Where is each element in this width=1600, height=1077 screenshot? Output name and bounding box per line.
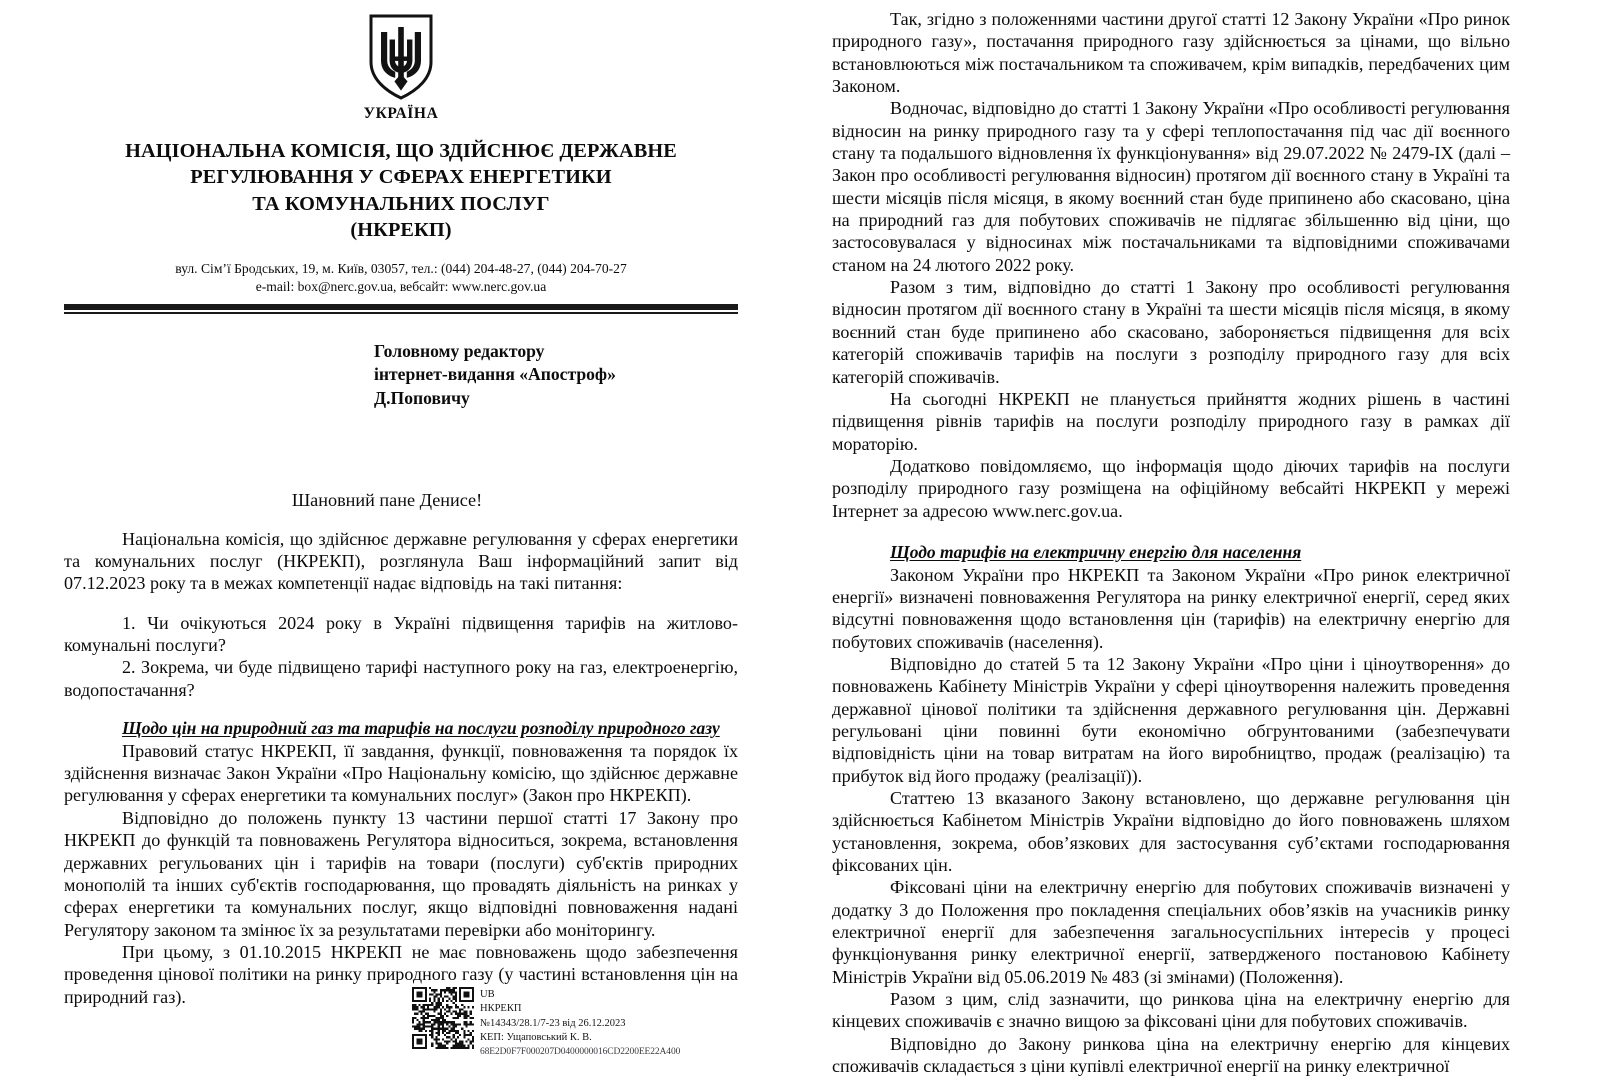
- stamp-line-4: КЕП: Ущаповський К. В.: [480, 1032, 592, 1044]
- addressee-line-2: інтернет-видання «Апостроф»: [374, 364, 616, 385]
- paragraph-electricity-2: Відповідно до статей 5 та 12 Закону України «Про ціни і ціноутворення» до повноважень Кабінету Міністрів України у сфері ціноутворення належить проведення державної цінової політики та здійснення державного регулювання цін. Державні регульовані ціни повинні бути економічно обгрунтованими (забезпечувати відповідність ціни на товар витратам на його виробництво, продаж (реалізацію) та прибуток від його продажу (реалізації)).: [832, 653, 1510, 786]
- paragraph-electricity-5: Разом з цим, слід зазначити, що ринкова ціна на електричну енергію для кінцевих споживачів є значно вищою за фіксовані ціни для побутових споживачів.: [832, 989, 1510, 1032]
- question-item-2: 2. Зокрема, чи буде підвищено тарифі наступного року на газ, електроенергію, водопостачання?: [64, 657, 738, 700]
- digital-signature-stamp: [412, 987, 680, 1059]
- addressee-block: [64, 340, 738, 410]
- contact-block: [64, 260, 738, 296]
- paragraph-gas-4: Так, згідно з положеннями частини другої статті 12 Закону України «Про ринок природного газу», постачання природного газу здійснюється за цінами, що вільно встановлюються між постачальником та споживачем, крім випадків, передбачених цим Законом.: [832, 9, 1510, 97]
- org-title-line-2: РЕГУЛЮВАННЯ У СФЕРАХ ЕНЕРГЕТИКИ: [190, 166, 612, 189]
- paragraph-gas-2: Відповідно до положень пункту 13 частини першої статті 17 Закону про НКРЕКП до функцій та повноважень Регулятора відноситься, зокрема, встановлення державних регульованих цін і тарифів на товари (послуги) суб'єктів природних монополій та інших суб'єктів господарювання, що провадять діяльність на ринках у сферах енергетики та комунальних послуг, якщо відповідні повноваження надані Регулятору законом та змінює їх за результатами перевірки або моніторингу.: [64, 807, 738, 940]
- letterhead-divider-thin: [64, 312, 738, 314]
- emblem-caption: УКРАЇНА: [363, 105, 439, 122]
- question-item-1: 1. Чи очікуються 2024 року в Україні підвищення тарифів на житлово-комунальні послуги?: [64, 612, 738, 656]
- paragraph-gas-6: Разом з тим, відповідно до статті 1 Закону про особливості регулювання відносин протягом дії воєнного стану в Україні та шести місяців після місяця, в якому воєнний стан буде припинено або скасовано, забороняється підвищення для всіх категорій споживачів тарифів на послуги з розподілу природного газу для всіх категорій споживачів.: [832, 277, 1510, 387]
- organization-title: [64, 138, 738, 243]
- paragraph-electricity-6: Відповідно до Закону ринкова ціна на електричну енергію для кінцевих споживачів складається з ціни купівлі електричної енергії на ринку електричної: [832, 1033, 1510, 1077]
- stamp-line-2: НКРЕКП: [480, 1003, 522, 1015]
- org-title-line-1: НАЦІОНАЛЬНА КОМІСІЯ, ЩО ЗДІЙСНЮЄ ДЕРЖАВНЕ: [125, 140, 677, 163]
- paragraph-gas-3: При цьому, з 01.10.2015 НКРЕКП не має повноважень щодо забезпечення проведення цінової політики на ринку природного газу (у частині встановлення цін на природний газ).: [64, 941, 738, 1007]
- stamp-line-3: №14343/28.1/7-23 від 26.12.2023: [480, 1017, 626, 1029]
- section-heading-gas: Щодо цін на природний газ та тарифів на послуги розподілу природного газу: [122, 718, 720, 739]
- stamp-line-1: UB: [480, 989, 495, 1000]
- org-title-line-3: ТА КОМУНАЛЬНИХ ПОСЛУГ: [252, 192, 550, 215]
- paragraph-gas-1: Правовий статус НКРЕКП, її завдання, функції, повноваження та порядок їх здійснення визначає Закон України «Про Національну комісію, що здійснює державне регулювання у сферах енергетики та комунальних послуг» (Закон про НКРЕКП).: [64, 740, 738, 806]
- addressee-line-1: Головному редактору: [374, 341, 545, 362]
- paragraph-electricity-3: Статтею 13 вказаного Закону встановлено, що державне регулювання цін здійснюється Кабінетом Міністрів України відповідно до його повноважень шляхом установлення, зокрема, обов’язкових для застосування суб’єктами господарювання фіксованих цін.: [832, 787, 1510, 875]
- letterhead-emblem-block: [64, 0, 738, 122]
- paragraph-electricity-1: Законом України про НКРЕКП та Законом України «Про ринок електричної енергії» визначені повноваження Регулятора на ринку електричної енергії, серед яких відсутні повноваження щодо встановлення цін (тарифів) на електричну енергію для побутових споживачів (населення).: [832, 564, 1510, 652]
- paragraph-intro: Національна комісія, що здійснює державне регулювання у сферах енергетики та комунальних послуг (НКРЕКП), розглянула Ваш інформаційний запит від 07.12.2023 року та в межах компетенції надає відповідь на такі питання:: [64, 528, 738, 594]
- stamp-line-5: 68E2D0F7F000207D0400000016CD2200EE22A400: [480, 1046, 681, 1057]
- contact-address-line: вул. Сім’ї Бродських, 19, м. Київ, 03057, тел.: (044) 204-48-27, (044) 204-70-27: [175, 260, 627, 276]
- org-title-line-4: (НКРЕКП): [350, 218, 452, 241]
- paragraph-gas-7: На сьогодні НКРЕКП не планується прийняття жодних рішень в частині підвищення рівнів тарифів на послуги розподілу природного газу в рамках дії мораторію.: [832, 388, 1510, 454]
- salutation: Шановний пане Денисе!: [291, 489, 483, 510]
- qr-code-icon: [412, 987, 474, 1049]
- letterhead-divider-thick: [64, 304, 738, 310]
- addressee-line-3: Д.Поповичу: [374, 387, 470, 408]
- paragraph-gas-8: Додатково повідомляємо, що інформація щодо діючих тарифів на послуги розподілу природного газу розміщена на офіційному вебсайті НКРЕКП у мережі Інтернет за адресою www.nerc.gov.ua.: [832, 455, 1510, 521]
- stamp-text-block: [480, 987, 680, 1059]
- paragraph-gas-5: Водночас, відповідно до статті 1 Закону України «Про особливості регулювання відносин на ринку природного газу та у сфері теплопостачання під час дії воєнного стану та подальшого відновлення їх функціонування» від 29.07.2022 № 2479-IX (далі – Закон про особливості регулювання відносин) протягом дії воєнного стану в Україні та шести місяців після місяця, в якому воєнний стан буде припинено або скасовано, ціна на природний газ для побутових споживачів не підлягає збільшенню від ціни, що застосовувалася у відносинах між постачальниками та відповідними споживачами станом на 24 лютого 2022 року.: [832, 98, 1511, 275]
- section-heading-electricity: Щодо тарифів на електричну енергію для населення: [890, 541, 1302, 562]
- contact-email-website-line: e-mail: box@nerc.gov.ua, вебсайт: www.nerc.gov.ua: [255, 279, 547, 295]
- ukraine-trident-coat-of-arms-icon: [368, 14, 434, 100]
- left-column: [0, 0, 800, 1008]
- right-column: [800, 0, 1600, 1077]
- paragraph-electricity-4: Фіксовані ціни на електричну енергію для побутових споживачів визначені у додатку 3 до Положення про покладення спеціальних обов’язків на учасників ринку електричної енергії для забезпечення загальносуспільних інтересів у процесі функціонування ринку електричної енергії, затвердженого постановою Кабінету Міністрів України від 05.06.2019 № 483 (зі змінами) (Положення).: [832, 877, 1510, 987]
